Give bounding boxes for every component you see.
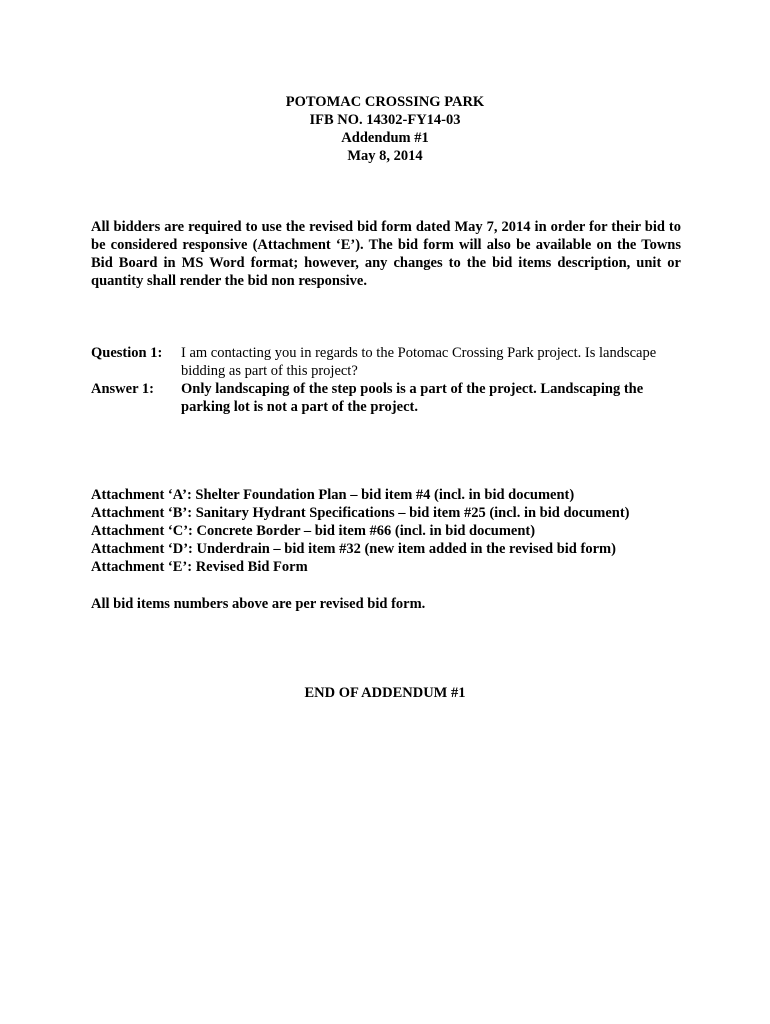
project-title: POTOMAC CROSSING PARK — [285, 94, 485, 110]
bid-items-note: All bid items numbers above are per revised bid form. — [91, 596, 426, 612]
ifb-number: IFB NO. 14302-FY14-03 — [309, 112, 461, 128]
attachment-item: Attachment ‘A’: Shelter Foundation Plan – bid item #4 (incl. in bid document) — [91, 487, 575, 503]
attachment-item: Attachment ‘E’: Revised Bid Form — [91, 559, 308, 575]
attachment-list — [91, 486, 711, 576]
end-of-addendum: END OF ADDENDUM #1 — [304, 685, 466, 701]
answer-text: Only landscaping of the step pools is a part of the project. Landscaping the parking lot is not a part of the project. — [181, 381, 644, 415]
addendum-number: Addendum #1 — [341, 130, 429, 146]
question-text: I am contacting you in regards to the Potomac Crossing Park project. Is landscape bidding as part of this project? — [181, 345, 657, 379]
answer-row — [91, 380, 691, 416]
answer-label: Answer 1: — [91, 381, 154, 397]
question-row — [91, 344, 691, 380]
attachment-item: Attachment ‘D’: Underdrain – bid item #32 (new item added in the revised bid form) — [91, 541, 616, 557]
intro-paragraph: All bidders are required to use the revised bid form dated May 7, 2014 in order for their bid to be considered responsive (Attachment ‘E’). The bid form will also be available on the Towns Bid Board in MS Word format; however, any changes to the bid items description, unit or quantity shall render the bid non responsive. — [91, 219, 681, 289]
attachment-item: Attachment ‘C’: Concrete Border – bid item #66 (incl. in bid document) — [91, 523, 536, 539]
question-block — [91, 344, 691, 416]
attachment-item: Attachment ‘B’: Sanitary Hydrant Specifications – bid item #25 (incl. in bid document) — [91, 505, 630, 521]
addendum-date: May 8, 2014 — [347, 148, 423, 164]
document-header — [0, 93, 770, 165]
question-label: Question 1: — [91, 345, 163, 361]
